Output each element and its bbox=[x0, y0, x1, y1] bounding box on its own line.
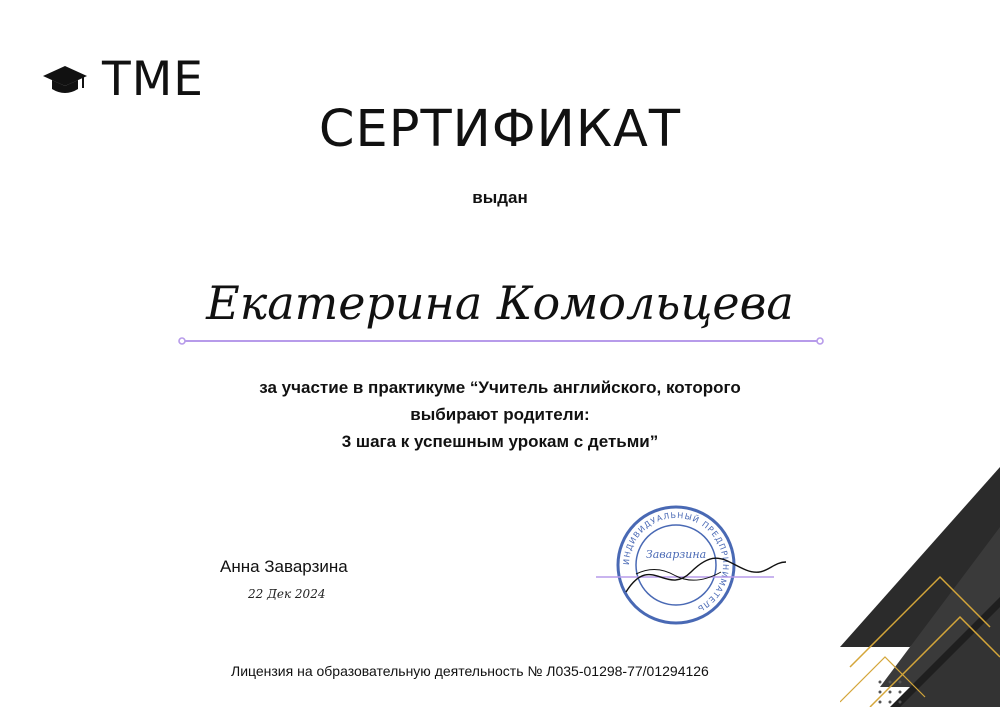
graduation-cap-icon bbox=[42, 64, 88, 96]
certificate-title: СЕРТИФИКАТ bbox=[318, 100, 682, 159]
reason-line: выбирают родители: bbox=[410, 405, 590, 424]
signature-stroke bbox=[626, 558, 786, 592]
logo bbox=[42, 52, 204, 107]
issue-date: 22 Дек 2024 bbox=[248, 587, 326, 601]
recipient-name: Екатерина Комольцева bbox=[206, 276, 794, 330]
stamp-ring-text: ИНДИВИДУАЛЬНЫЙ ПРЕДПРИНИМАТЕЛЬ bbox=[621, 510, 731, 614]
name-underline bbox=[178, 336, 824, 346]
license-text: Лицензия на образовательную деятельность № Л035-01298-77/01294126 bbox=[231, 663, 709, 679]
svg-text:ИНДИВИДУАЛЬНЫЙ ПРЕДПРИНИМАТЕЛЬ bbox=[622, 511, 730, 614]
round-stamp bbox=[618, 507, 734, 623]
stamp-and-signature bbox=[596, 502, 796, 632]
signer-name: Анна Заварзина bbox=[220, 557, 348, 576]
stamp-name-text: Заварзина bbox=[645, 548, 707, 561]
reason-line: 3 шага к успешным урокам с детьми” bbox=[341, 432, 659, 451]
issued-label: выдан bbox=[472, 188, 528, 207]
award-reason bbox=[0, 374, 1000, 455]
reason-line: за участие в практикуме “Учитель английского, которого bbox=[259, 378, 741, 397]
corner-decoration bbox=[840, 467, 1000, 707]
logo-text: TME bbox=[102, 52, 204, 107]
